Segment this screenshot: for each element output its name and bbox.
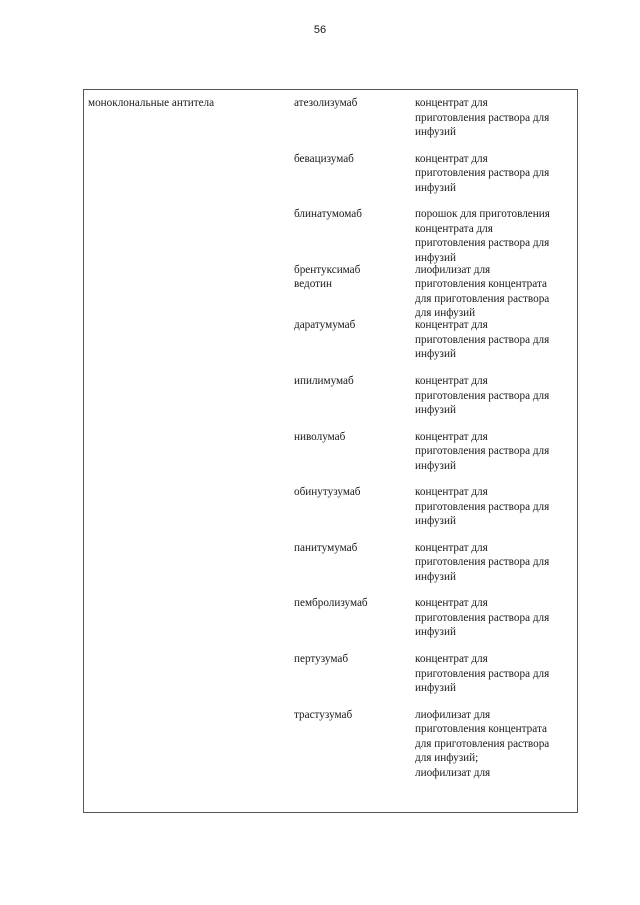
dosage-form — [415, 318, 577, 362]
dosage-form-line: концентрат для — [415, 152, 488, 165]
drug-name — [294, 374, 404, 389]
dosage-form — [415, 541, 577, 585]
drug-name-line: пембролизумаб — [294, 597, 368, 610]
dosage-form-line: концентрат для — [415, 97, 488, 109]
dosage-form-line: инфузий — [415, 570, 456, 583]
dosage-form-line: концентрата для — [415, 222, 493, 235]
dosage-form-line: приготовления раствора для — [415, 500, 550, 513]
dosage-form-line: концентрат для — [415, 319, 488, 332]
drug-name-line: ниволумаб — [294, 430, 346, 443]
drug-name — [294, 207, 404, 222]
dosage-form-line: приготовления раствора для — [415, 556, 550, 569]
dosage-form-line: лиофилизат для — [415, 708, 491, 721]
dosage-form-line: приготовления раствора для — [415, 167, 550, 180]
drug-name — [294, 652, 404, 667]
drug-name — [294, 152, 404, 167]
dosage-form — [415, 374, 577, 418]
dosage-form-line: для приготовления раствора — [415, 292, 550, 305]
dosage-form-line: концентрат для — [415, 430, 488, 443]
drug-name-line: панитумумаб — [294, 541, 358, 554]
group-label: моноклональные антитела — [88, 97, 215, 109]
dosage-form-line: инфузий — [415, 682, 456, 694]
drug-name-line: брентуксимаб — [294, 263, 361, 276]
dosage-form-line: приготовления концентрата — [415, 723, 547, 736]
drug-name-line: ведотин — [294, 278, 333, 291]
drug-name — [294, 708, 404, 723]
dosage-form-line: инфузий — [415, 126, 456, 138]
dosage-form — [415, 430, 577, 474]
drug-name-line: пертузумаб — [294, 653, 349, 665]
dosage-form — [415, 596, 577, 640]
dosage-form-line: концентрат для — [415, 653, 488, 665]
dosage-form — [415, 485, 577, 529]
dosage-form-line: концентрат для — [415, 486, 488, 499]
dosage-form-line: для инфузий — [415, 307, 476, 320]
dosage-form-line: инфузий — [415, 348, 456, 361]
dosage-form-line: инфузий — [415, 404, 456, 416]
drug-name — [294, 96, 404, 111]
dosage-form — [415, 652, 577, 696]
drug-name-line: обинутузумаб — [294, 486, 361, 499]
drug-name — [294, 430, 404, 445]
drug-name-line: трастузумаб — [294, 708, 353, 721]
dosage-form-line: приготовления раствора для — [415, 611, 550, 624]
drug-name-line: атезолизумаб — [294, 97, 358, 109]
drug-name-line: даратумумаб — [294, 319, 356, 332]
drug-name-line: бевацизумаб — [294, 152, 354, 165]
dosage-form-line: для инфузий; — [415, 752, 479, 765]
dosage-form-line: лиофилизат для — [415, 766, 491, 779]
dosage-form-line: инфузий — [415, 251, 456, 264]
drug-name — [294, 263, 404, 292]
dosage-form-line: приготовления раствора для — [415, 111, 550, 124]
page-number: 56 — [313, 24, 327, 36]
dosage-form-line: инфузий — [415, 515, 456, 528]
dosage-form — [415, 207, 577, 265]
dosage-form-line: приготовления раствора для — [415, 333, 550, 346]
drug-name-line: блинатумомаб — [294, 208, 362, 221]
dosage-form — [415, 152, 577, 196]
dosage-form-line: концентрат для — [415, 597, 488, 610]
dosage-form-line: концентрат для — [415, 375, 488, 387]
dosage-form-line: концентрат для — [415, 541, 488, 554]
dosage-form — [415, 263, 577, 321]
dosage-form — [415, 96, 577, 140]
dosage-form-line: инфузий — [415, 459, 456, 472]
drug-name — [294, 596, 404, 611]
dosage-form — [415, 708, 577, 781]
dosage-form-line: инфузий — [415, 626, 456, 639]
drug-name — [294, 485, 404, 500]
dosage-form-line: порошок для приготовления — [415, 208, 550, 221]
drug-table — [83, 89, 578, 813]
dosage-form-line: приготовления концентрата — [415, 278, 547, 291]
dosage-form-line: приготовления раствора для — [415, 667, 550, 680]
drug-name — [294, 541, 404, 556]
dosage-form-line: для приготовления раствора — [415, 737, 550, 750]
dosage-form-line: лиофилизат для — [415, 263, 491, 276]
drug-name — [294, 318, 404, 333]
dosage-form-line: приготовления раствора для — [415, 389, 550, 402]
dosage-form-line: приготовления раствора для — [415, 237, 550, 250]
dosage-form-line: инфузий — [415, 181, 456, 194]
drug-name-line: ипилимумаб — [294, 375, 354, 387]
dosage-form-line: приготовления раствора для — [415, 445, 550, 458]
